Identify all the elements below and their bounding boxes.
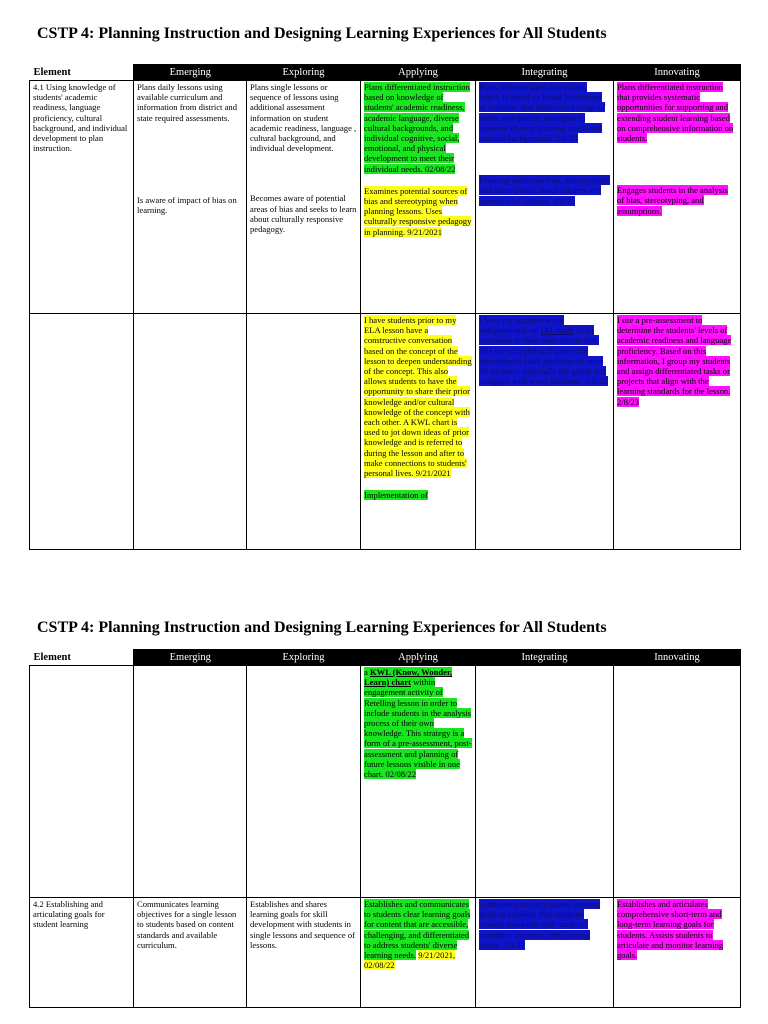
highlight-yellow: I have students prior to my ELA lesson have a constructive conversation based on the concept of the lesson to deepen understanding of the concept. This also allows students to have the opportunity to share their prior knowledge and/or cultural knowledge of the concept with each other. A KWL chart is used to jot down ideas of prior knowledge and is referred to during the lesson and after to make connections to students' personal lives. 9/21/2021 bbox=[364, 315, 472, 479]
cell-applying: a KWL (Know, Wonder, Learn) chart within engagement activity of Retelling lesson in order to include students in the analysis process of their own knowledge. This strategy is a form of a pre-assessment, post-assessment and planning of future lessons visible in one chart. 02/08/22 bbox=[361, 666, 476, 898]
rubric-table bbox=[29, 649, 741, 1008]
highlight-blue: Plans differentiated instruction, which is based on broad knowledge of students, that addresses a range of needs and specific strategies to students' diverse learning needs and cultural backgrounds. 2/8/23 bbox=[479, 82, 606, 144]
cell-applying bbox=[361, 314, 476, 550]
header-exploring: Exploring bbox=[247, 65, 361, 81]
highlight-green: Plans differentiated instruction based on knowledge of students' academic readiness, academic language, diverse cultural backgrounds, and individual cognitive, social, emotional, and physical development to meet their individual needs. 02/08/22 bbox=[364, 82, 470, 174]
highlight-blue: Planning addresses bias, stereotyping, and assumptions about cultures and members of cultures. 2/8/23 bbox=[479, 175, 610, 206]
header-emerging: Emerging bbox=[134, 65, 247, 81]
cell-emerging: Plans daily lessons using available curriculum and information from district and state required assessments. Is aware of impact of bias on learning. bbox=[134, 81, 247, 314]
highlight-magenta: Establishes and articulates comprehensive short-term and long-term learning goals for students. Assists students to articulate and monitor learning goals. bbox=[617, 899, 724, 961]
highlight-magenta: I use a pre-assessment to determine the students' levels of academic readiness and language proficiency. Based on this information, I group my students and assign differentiated tasks or projects that align with the learning standards for the lesson. 2/8/23 bbox=[617, 315, 732, 407]
table-row bbox=[30, 898, 741, 1008]
header-exploring: Exploring bbox=[247, 650, 361, 666]
cell-integrating: I have my students work independently on IXL math as an extension to their math instruction. The use of a physical game that incorporates math problems to meet all students, especially the group that struggles with word problems. 2/8/23 bbox=[476, 314, 614, 550]
highlight-magenta: Plans differentiated instruction that provides systematic opportunities for supporting and extending student learning based on comprehensive information on students. bbox=[617, 82, 734, 144]
cell-integrating bbox=[476, 81, 614, 314]
table-row bbox=[30, 314, 741, 550]
element-4-2: 4.2 Establishing and articulating goals for student learning bbox=[30, 898, 134, 1008]
cell-integrating-empty bbox=[476, 666, 614, 898]
cell-exploring-empty bbox=[247, 666, 361, 898]
header-integrating: Integrating bbox=[476, 650, 614, 666]
page-title: CSTP 4: Planning Instruction and Designing Learning Experiences for All Students bbox=[37, 25, 607, 42]
cell-integrating bbox=[476, 898, 614, 1008]
page-title: CSTP 4: Planning Instruction and Designing Learning Experiences for All Students bbox=[37, 619, 607, 636]
cell-innovating bbox=[614, 898, 741, 1008]
header-applying: Applying bbox=[361, 650, 476, 666]
cell-exploring: Plans single lessons or sequence of lessons using additional assessment information on student academic readiness, language , cultural background, and individual development. Becomes aware of potential areas of bias and seeks to learn about culturally responsive pedagogy. bbox=[247, 81, 361, 314]
highlight-green: Implementation of bbox=[364, 490, 428, 501]
header-row bbox=[30, 65, 741, 81]
element-4-1: 4.1 Using knowledge of students' academic readiness, language proficiency, cultural background, and individual development to plan instruction. bbox=[30, 81, 134, 314]
cell-innovating bbox=[614, 314, 741, 550]
ixl-link[interactable]: IXL math bbox=[540, 325, 574, 336]
kwl-link[interactable]: KWL (Know, Wonder, Learn) chart bbox=[364, 667, 453, 688]
table-row bbox=[30, 81, 741, 314]
header-element: Element bbox=[30, 65, 134, 81]
cell-exploring: Establishes and shares learning goals for skill development with students in single lessons and sequence of lessons. bbox=[247, 898, 361, 1008]
rubric-table bbox=[29, 64, 741, 550]
cell-element-empty bbox=[30, 314, 134, 550]
table-row bbox=[30, 666, 741, 898]
header-row bbox=[30, 650, 741, 666]
cell-exploring-empty bbox=[247, 314, 361, 550]
cell-applying bbox=[361, 81, 476, 314]
header-element: Element bbox=[30, 650, 134, 666]
cell-innovating bbox=[614, 81, 741, 314]
cell-element-empty bbox=[30, 666, 134, 898]
header-innovating: Innovating bbox=[614, 650, 741, 666]
cell-emerging-empty bbox=[134, 314, 247, 550]
header-applying: Applying bbox=[361, 65, 476, 81]
highlight-yellow: 9/21/2021, 02/08/22 bbox=[364, 950, 456, 971]
header-integrating: Integrating bbox=[476, 65, 614, 81]
highlight-magenta: Engages students in the analysis of bias, stereotyping, and assumptions. bbox=[617, 185, 728, 216]
highlight-yellow: Examines potential sources of bias and stereotyping when planning lessons. Uses culturally responsive pedagogy in planning. 9/21/2021 bbox=[364, 185, 472, 237]
header-innovating: Innovating bbox=[614, 65, 741, 81]
cell-innovating-empty bbox=[614, 666, 741, 898]
highlight-blue: Establishes and articulates learning goals to students that integrate content standards with students' strengths, interests, and learning needs. 2/8/23 bbox=[479, 899, 600, 950]
header-emerging: Emerging bbox=[134, 650, 247, 666]
highlight-green: Establishes and communicates to students clear learning goals for content that are accessible, challenging, and differentiated to address students' diverse learning needs. bbox=[364, 899, 471, 961]
cell-emerging-empty bbox=[134, 666, 247, 898]
cell-emerging: Communicates learning objectives for a single lesson to students based on content standards and available curriculum. bbox=[134, 898, 247, 1008]
cell-applying bbox=[361, 898, 476, 1008]
